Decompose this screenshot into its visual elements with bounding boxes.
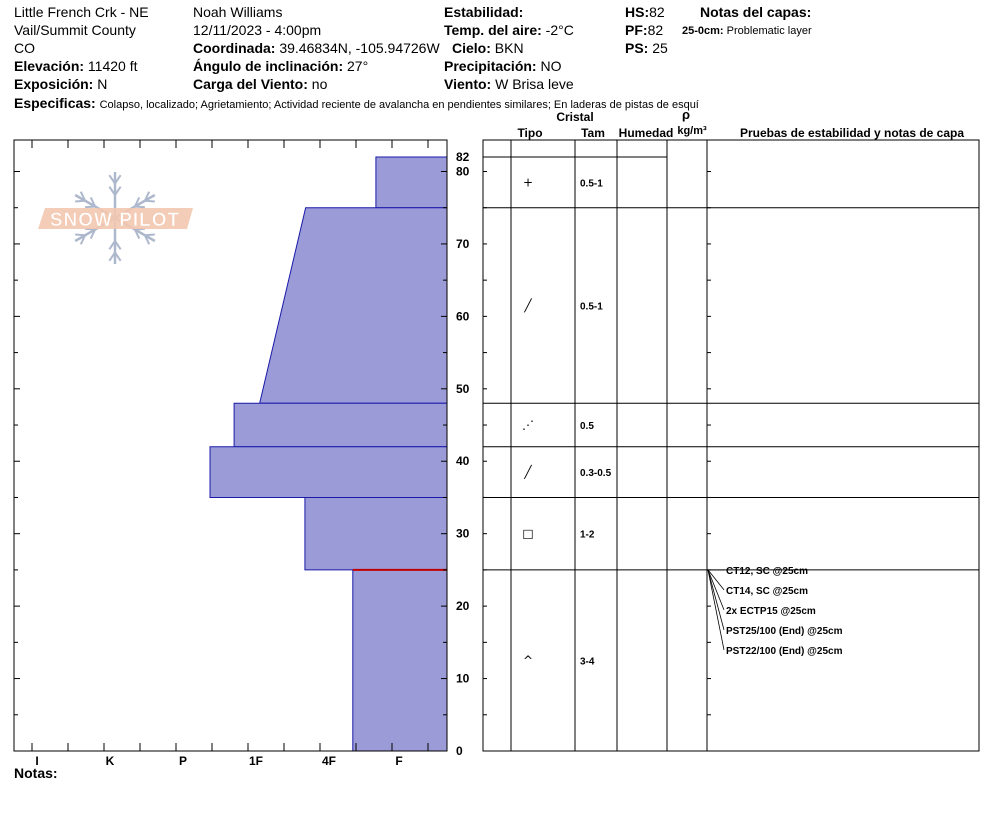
grain-type-symbol: ╱ — [524, 298, 532, 313]
hardness-bar — [234, 403, 447, 446]
grain-type-symbol: ╱ — [524, 465, 532, 480]
precipitation-value: NO — [540, 58, 562, 74]
wind-value: W Brisa leve — [495, 76, 574, 92]
coordinates-label: Coordinada: — [193, 40, 276, 56]
aspect-value: N — [97, 76, 108, 92]
ps-label: PS: — [625, 40, 649, 56]
column-header-tipo: Tipo — [517, 126, 543, 140]
y-tick-label: 80 — [456, 164, 470, 179]
coordinates-value: 39.46834N, -105.94726W — [279, 40, 440, 56]
layer-notes-title: Notas del capas: — [700, 4, 812, 20]
grain-size: 0.5 — [580, 421, 594, 433]
column-header-tests: Pruebas de estabilidad y notas de capa — [739, 126, 965, 140]
hardness-bar — [353, 570, 447, 751]
y-tick-label: 70 — [456, 236, 470, 251]
hardness-label: F — [395, 754, 403, 768]
snowpilot-logo — [38, 172, 193, 264]
grain-type-symbol: + — [522, 175, 534, 190]
sky-label: Cielo: — [452, 40, 491, 56]
y-tick-label: 30 — [456, 526, 470, 541]
column-header-tam: Tam — [581, 126, 605, 140]
state: CO — [14, 40, 35, 56]
hardness-bar — [305, 497, 447, 569]
y-tick-label: 20 — [456, 599, 470, 614]
sky-value: BKN — [494, 40, 524, 56]
observer: Noah Williams — [193, 4, 283, 20]
hardness-label: I — [35, 754, 39, 768]
y-tick-label: 50 — [456, 381, 470, 396]
notas-label: Notas: — [14, 765, 58, 781]
column-header-rho: ρ — [681, 107, 691, 122]
stability-test-label: 2x ECTP15 @25cm — [726, 605, 816, 617]
elevation-value: 11420 ft — [87, 58, 138, 74]
layer-note-text: Problematic layer — [726, 25, 812, 37]
test-pointer — [708, 570, 724, 610]
wind-label: Viento: — [444, 76, 492, 92]
test-pointer — [708, 570, 724, 630]
datetime: 12/11/2023 - 4:00pm — [193, 22, 322, 38]
hs-label: HS: — [625, 4, 650, 20]
grain-size: 0.5-1 — [580, 178, 603, 190]
stability-test-label: PST25/100 (End) @25cm — [726, 625, 843, 637]
column-header-humedad: Humedad — [618, 126, 674, 140]
logo-text: SNOW PILOT — [49, 210, 181, 231]
precipitation-label: Precipitación: — [444, 58, 537, 74]
layer-note-depth: 25-0cm: — [682, 25, 724, 37]
grain-type-symbol: □ — [522, 526, 534, 541]
location: Little French Crk - NE — [14, 4, 149, 20]
table-box — [483, 140, 979, 751]
hs-value: 82 — [649, 4, 665, 20]
grain-size: 3-4 — [580, 656, 595, 668]
elevation-label: Elevación: — [14, 58, 85, 74]
grain-size: 1-2 — [580, 529, 595, 541]
ps-value: 25 — [652, 40, 668, 56]
column-header-density: kg/m³ — [677, 125, 707, 137]
snowflake-branch — [85, 207, 95, 208]
air-temp-value: -2°C — [545, 22, 574, 38]
snowflake-branch — [135, 207, 145, 208]
stability-label: Estabilidad: — [444, 4, 524, 20]
stability-tests — [708, 566, 843, 657]
snowflake-branch — [75, 201, 85, 202]
hardness-label: P — [178, 754, 188, 768]
wind-load-value: no — [311, 76, 328, 92]
specifics-value: Colapso, localizado; Agrietamiento; Actividad reciente de avalancha en pendientes similares; En laderas de pistas de esquí — [99, 99, 699, 111]
y-tick-label: 10 — [456, 671, 470, 686]
snowflake-branch — [75, 234, 85, 235]
hardness-label: 4F — [321, 754, 337, 768]
hardness-bar — [260, 208, 447, 404]
specifics-label: Especificas: — [14, 95, 96, 111]
grain-size: 0.3-0.5 — [580, 468, 612, 480]
hardness-label: 1F — [248, 754, 264, 768]
hardness-layers — [210, 157, 447, 751]
pf-label: PF: — [625, 22, 648, 38]
y-tick-label-top: 82 — [456, 150, 470, 164]
y-tick-label: 0 — [456, 744, 463, 758]
pf-value: 82 — [647, 22, 664, 38]
stability-test-label: CT12, SC @25cm — [726, 565, 809, 577]
y-tick-label: 40 — [456, 454, 470, 469]
column-header-cristal: Cristal — [556, 110, 594, 124]
y-tick-label: 60 — [456, 309, 470, 324]
hardness-bar — [210, 447, 447, 498]
aspect-label: Exposición: — [14, 76, 94, 92]
test-pointer — [708, 570, 724, 650]
snowflake-branch — [145, 234, 155, 235]
hardness-bar — [376, 157, 447, 208]
incline-label: Ángulo de inclinación: — [193, 58, 344, 74]
grain-type-symbol: ^ — [522, 653, 534, 668]
region: Vail/Summit County — [14, 22, 136, 38]
snowflake-branch — [145, 201, 155, 202]
hardness-label: K — [105, 754, 115, 768]
air-temp-label: Temp. del aire: — [444, 22, 542, 38]
grain-type-symbol: ⋰ — [522, 418, 534, 433]
wind-load-label: Carga del Viento: — [193, 76, 308, 92]
incline-value: 27° — [347, 58, 369, 74]
grain-size: 0.5-1 — [580, 301, 603, 313]
stability-test-label: CT14, SC @25cm — [726, 585, 809, 597]
stability-test-label: PST22/100 (End) @25cm — [726, 645, 843, 657]
